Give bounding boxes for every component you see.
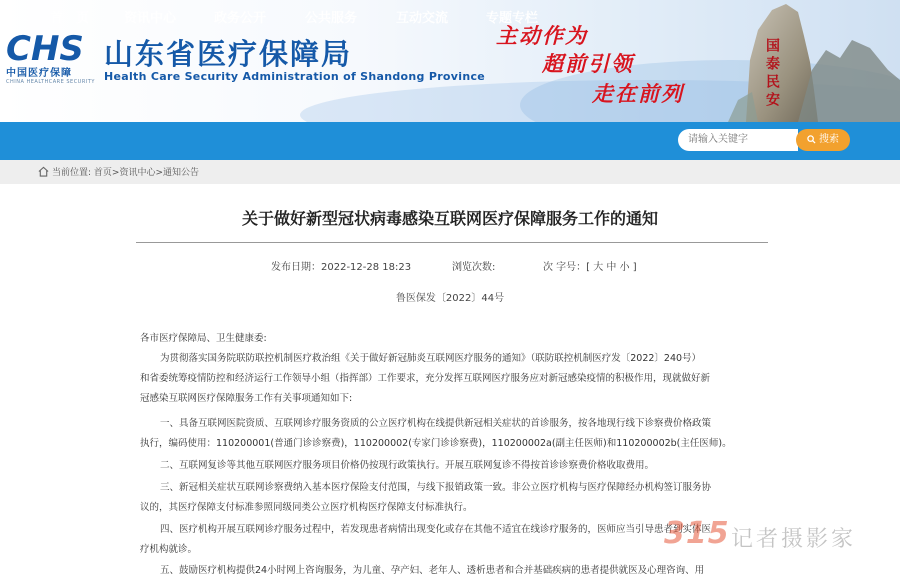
search-button-label: 搜索 (819, 134, 839, 145)
paragraph: 疗机构就诊。 (140, 544, 198, 555)
slogan-3: 走在前列 (592, 81, 684, 106)
title-divider (136, 242, 768, 243)
logo-en-text: CHINA HEALTHCARE SECURITY (6, 79, 95, 85)
paragraph: 议的，其医疗保障支付标准参照同级同类公立医疗机构医疗保障支付标准执行。 (140, 502, 473, 513)
slogan-2: 超前引领 (542, 51, 634, 76)
slogan-1: 主动作为 (496, 23, 588, 48)
article-title: 关于做好新型冠状病毒感染互联网医疗保障服务工作的通知 (241, 209, 658, 228)
paragraph: 为贯彻落实国务院联防联控机制医疗救治组《关于做好新冠肺炎互联网医疗服务的通知》（联防联控机制医疗发〔2022〕240号） (160, 353, 702, 364)
watermark-text: 记者摄影家 (731, 527, 857, 552)
svg-text:CHS: CHS (6, 30, 84, 64)
nav-item-news[interactable]: 资讯中心 (124, 11, 177, 26)
nav-item-special-topics[interactable]: 专题专栏 (486, 11, 539, 26)
paragraph: 一、具备互联网医院资质、互联网诊疗服务资质的公立医疗机构在线提供新冠相关症状的首诊服务，按各地现行线下诊察费价格政策 (160, 418, 712, 429)
mount-tai-stone-image (728, 0, 900, 122)
paragraph: 四、医疗机构开展互联网诊疗服务过程中，若发现患者病情出现变化或存在其他不适宜在线诊疗服务的，医师应当引导患者到实体医 (160, 524, 712, 535)
font-size-switcher[interactable]: 次 字号：[ 大 中 小 ] (543, 262, 637, 273)
logo-cn-text: 中国医疗保障 (6, 68, 72, 79)
nav-item-interaction[interactable]: 互动交流 (396, 11, 449, 26)
breadcrumb-path[interactable]: 首页>资讯中心>通知公告 (93, 168, 200, 178)
site-title-en: Health Care Security Administration of Shandong Province (104, 70, 486, 83)
paragraph: 各市医疗保障局、卫生健康委: (140, 333, 267, 344)
search-button[interactable] (796, 129, 850, 151)
paragraph: 二、互联网复诊等其他互联网医疗服务项目价格仍按现行政策执行。开展互联网复诊不得按首诊诊察费价格收取费用。 (160, 460, 655, 471)
paragraph: 和省委统筹疫情防控和经济运行工作领导小组（指挥部）工作要求，充分发挥互联网医疗服务应对新冠感染疫情的积极作用，现就做好新 (140, 373, 711, 384)
breadcrumb-prefix: 当前位置: (52, 168, 92, 178)
breadcrumb-text (52, 165, 199, 178)
site-title[interactable]: 山东省医疗保障局 (104, 37, 353, 71)
view-count: 浏览次数: (452, 262, 496, 273)
paragraph: 执行，编码使用：110200001(普通门诊诊察费)，110200002(专家门诊诊察费)，110200002a(副主任医师)和110200002b(主任医师)。 (140, 438, 732, 449)
search-input[interactable] (678, 129, 798, 151)
paragraph: 三、新冠相关症状互联网诊察费纳入基本医疗保险支付范围，与线下报销政策一致。非公立医疗机构与医疗保障经办机构签订服务协 (160, 482, 712, 493)
nav-item-gov-affairs[interactable]: 政务公开 (214, 11, 267, 26)
nav-item-home[interactable]: 首 页 (50, 11, 90, 26)
watermark-number: 315 (664, 516, 730, 551)
document-number: 鲁医保发〔2022〕44号 (395, 293, 505, 304)
banner-sign-text: 国泰民安 (764, 38, 780, 110)
publish-date: 发布日期：2022-12-28 18:23 (271, 262, 412, 273)
paragraph: 五、鼓励医疗机构提供24小时网上咨询服务，为儿童、孕产妇、老年人、透析患者和合并基础疾病的患者提供就医及心理咨询、用 (160, 565, 705, 576)
paragraph: 冠感染互联网医疗保障服务工作有关事项通知如下: (140, 393, 353, 404)
nav-item-public-services[interactable]: 公共服务 (305, 11, 358, 26)
home-icon (38, 166, 49, 177)
search-icon (807, 135, 816, 144)
